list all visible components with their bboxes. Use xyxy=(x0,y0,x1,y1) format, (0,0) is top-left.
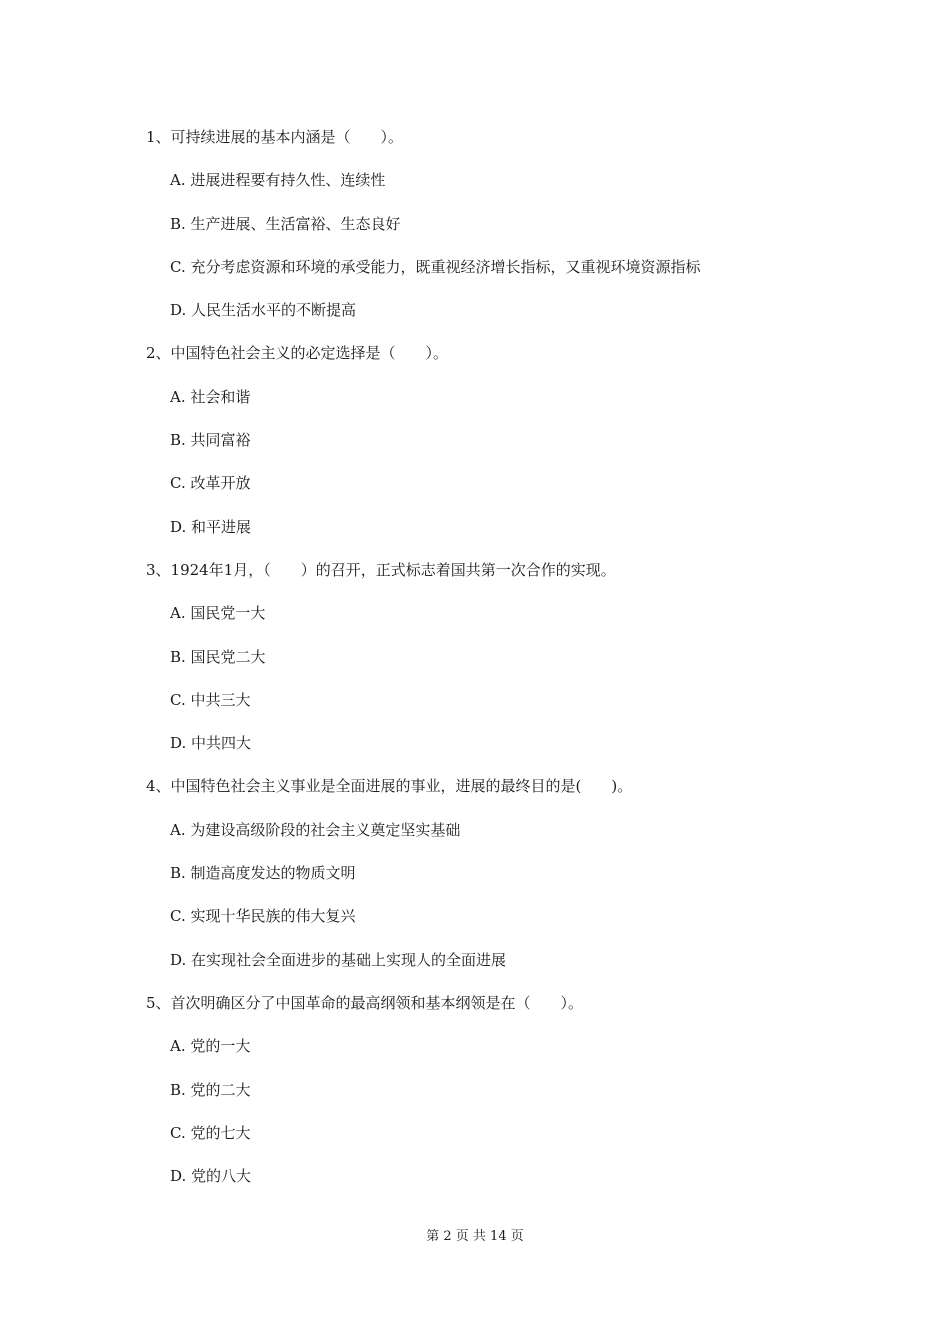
option-a: A. 进展进程要有持久性、连续性 xyxy=(170,171,386,190)
option-a: A. 社会和谐 xyxy=(170,387,251,406)
option-b: B. 生产进展、生活富裕、生态良好 xyxy=(170,214,401,233)
page-number-footer: 第 2 页 共 14 页 xyxy=(426,1229,524,1244)
question-block-4 xyxy=(146,771,846,987)
option-b: B. 制造高度发达的物质文明 xyxy=(170,864,356,883)
option-c: C. 充分考虑资源和环境的承受能力，既重视经济增长指标，又重视环境资源指标 xyxy=(170,257,701,276)
option-c: C. 实现十华民族的伟大复兴 xyxy=(170,907,356,926)
option-b: B. 共同富裕 xyxy=(170,431,251,450)
option-a: A. 党的一大 xyxy=(170,1037,251,1056)
option-c: C. 改革开放 xyxy=(170,474,251,493)
option-c: C. 中共三大 xyxy=(170,690,251,709)
option-d: D. 在实现社会全面进步的基础上实现人的全面进展 xyxy=(170,950,507,969)
option-d: D. 和平进展 xyxy=(170,517,252,536)
option-a: A. 为建设高级阶段的社会主义奠定坚实基础 xyxy=(170,820,461,839)
question-stem: 1、可持续进展的基本内涵是（ ）。 xyxy=(146,128,404,146)
option-b: B. 国民党二大 xyxy=(170,647,266,666)
question-stem: 5、首次明确区分了中国革命的最高纲领和基本纲领是在（ ）。 xyxy=(146,993,584,1012)
question-block-2 xyxy=(146,338,846,554)
option-c: C. 党的七大 xyxy=(170,1123,251,1142)
question-stem: 4、中国特色社会主义事业是全面进展的事业，进展的最终目的是( )。 xyxy=(146,777,633,796)
question-stem: 2、中国特色社会主义的必定选择是（ ）。 xyxy=(146,344,449,363)
option-d: D. 人民生活水平的不断提高 xyxy=(170,301,357,320)
question-block-5 xyxy=(146,988,846,1204)
option-a: A. 国民党一大 xyxy=(170,604,266,623)
option-b: B. 党的二大 xyxy=(170,1080,251,1099)
question-block-1 xyxy=(146,122,846,338)
question-block-3 xyxy=(146,555,846,771)
option-d: D. 中共四大 xyxy=(170,734,252,753)
option-d: D. 党的八大 xyxy=(170,1167,252,1186)
question-list xyxy=(146,122,846,1204)
question-stem: 3、1924年1月，（ ）的召开，正式标志着国共第一次合作的实现。 xyxy=(146,560,616,579)
